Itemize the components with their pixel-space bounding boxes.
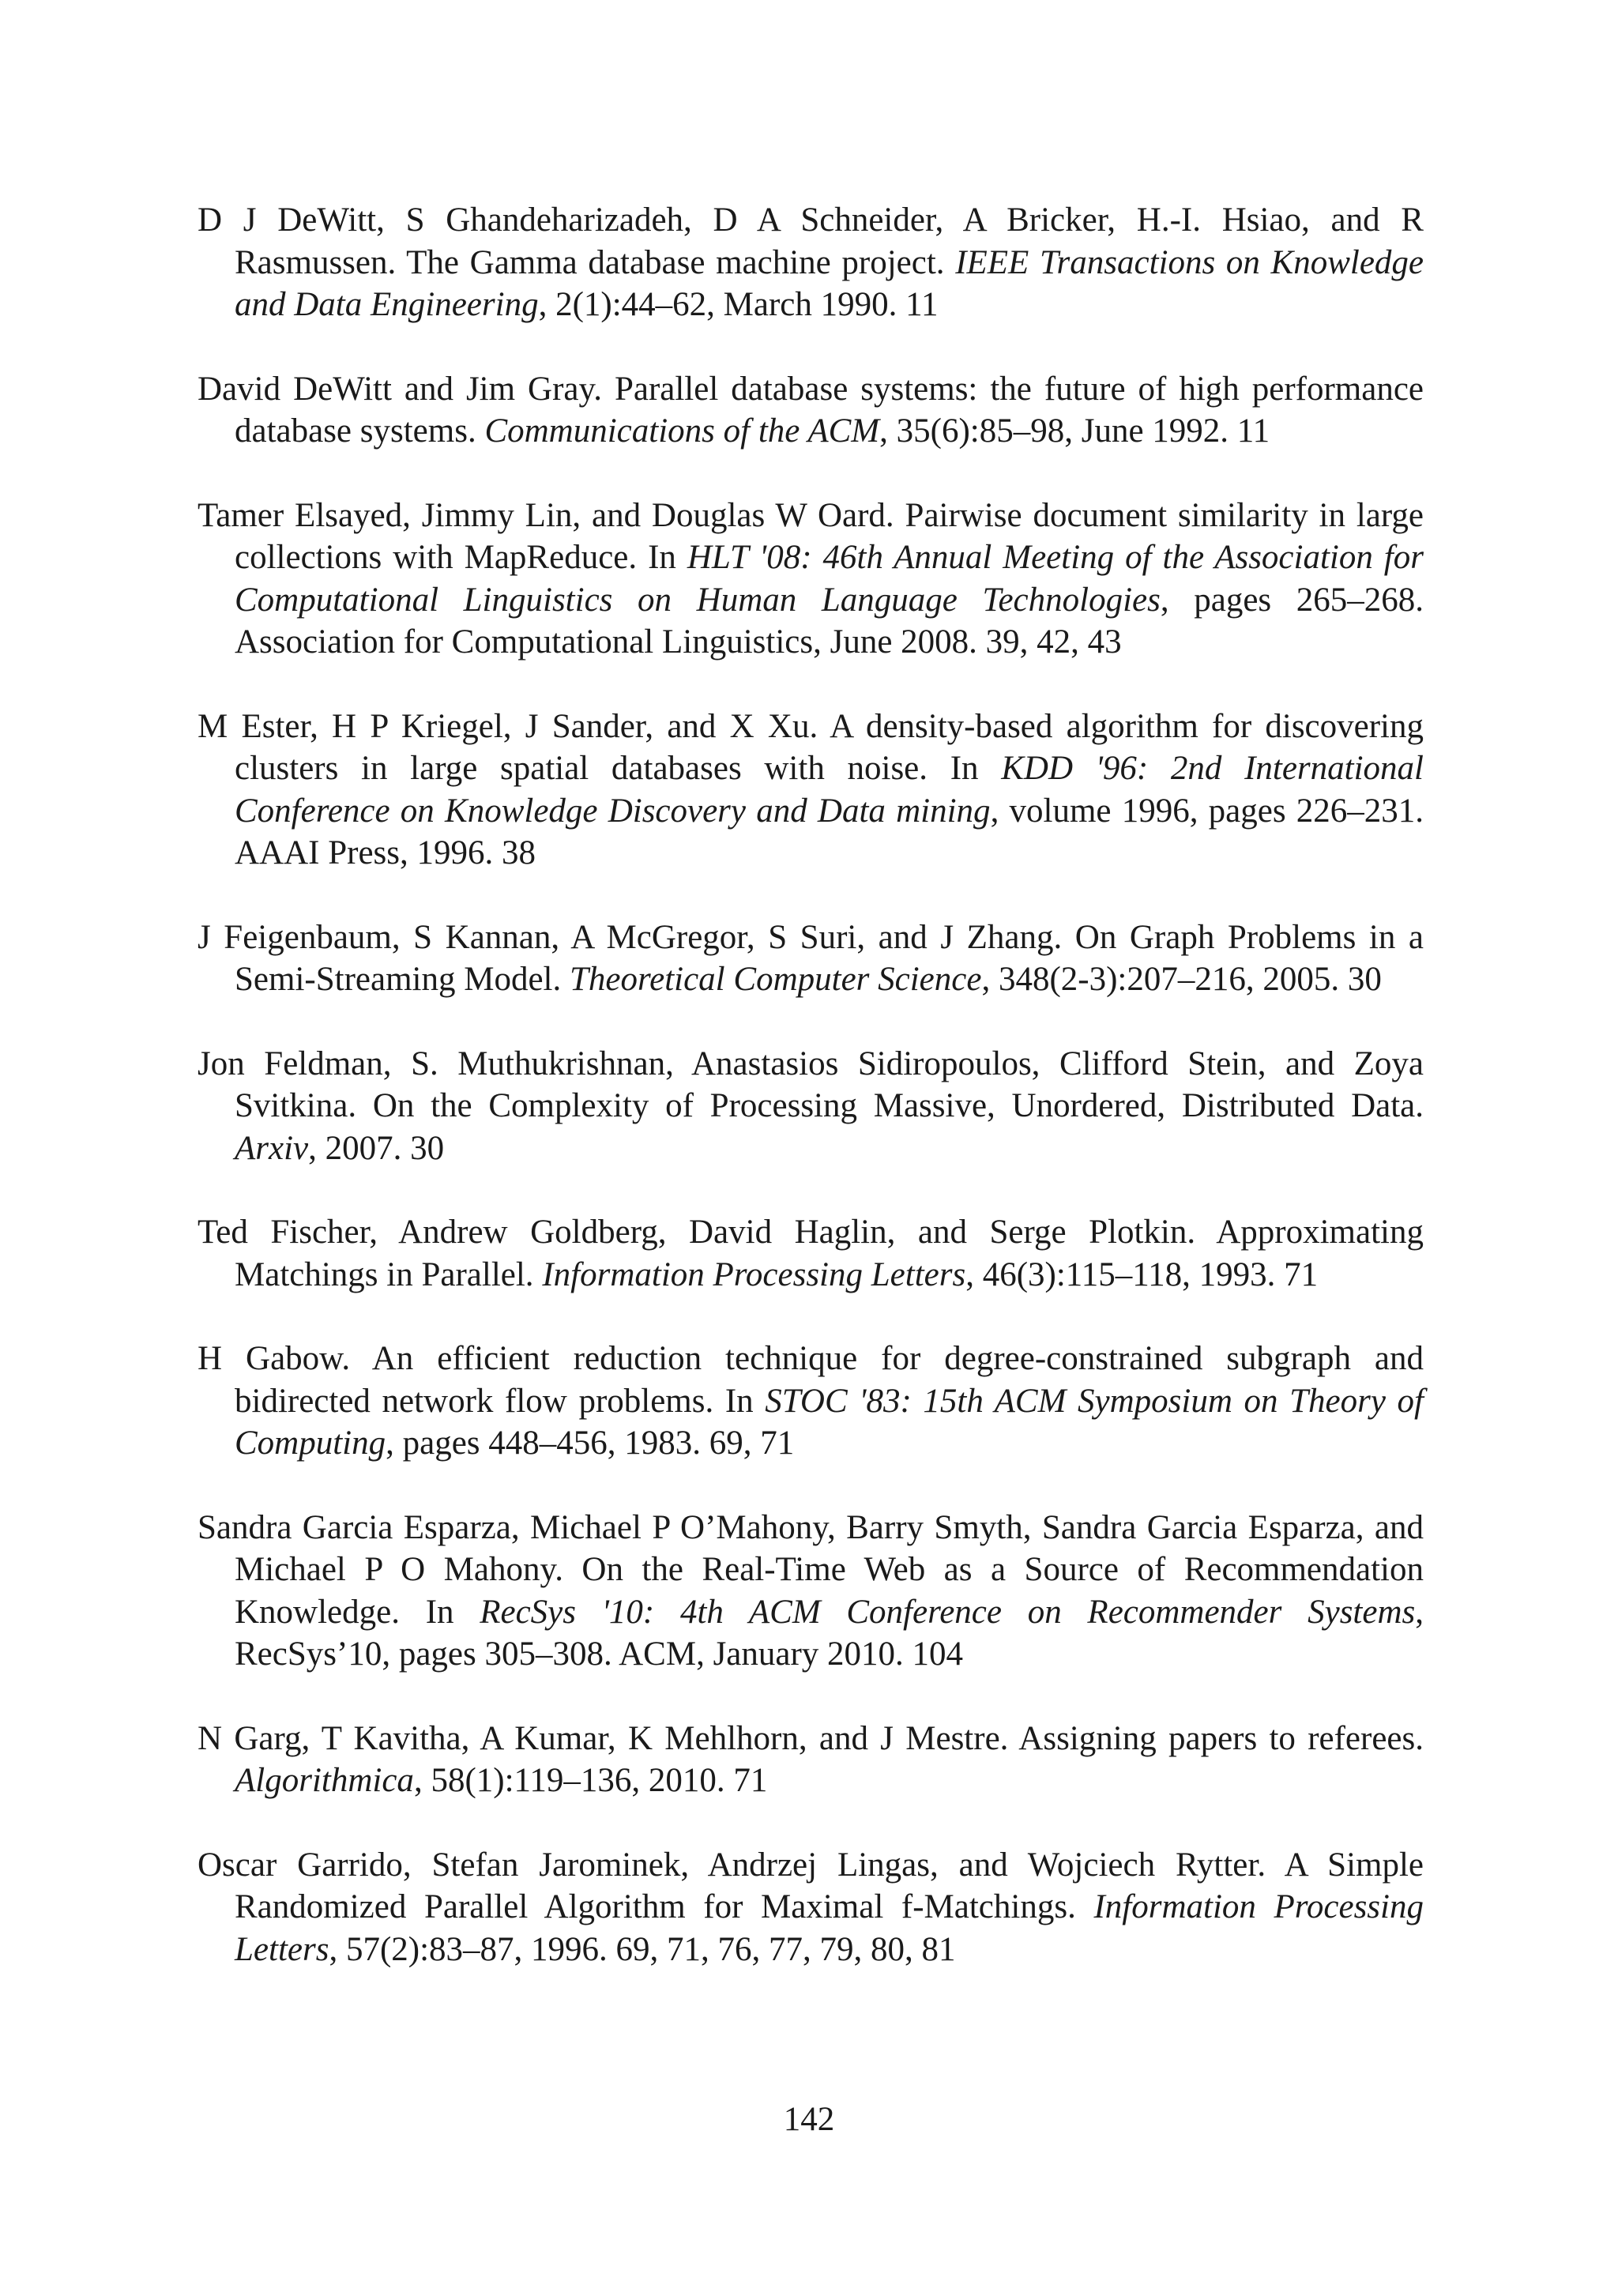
- reference-venue: Arxiv: [235, 1129, 309, 1167]
- reference-entry: [198, 1718, 1424, 1802]
- reference-details: , RecSys’10, pages 305–308. ACM, January 2010. 104: [235, 1593, 1424, 1673]
- reference-text: Sandra Garcia Esparza, Michael P O’Mahony, Barry Smyth, Sandra Garcia Esparza, and Michael P O Mahony. On the Real-Time Web as a Source of Recommendation Knowledge. In: [198, 1508, 1424, 1631]
- reference-entry: [198, 1211, 1424, 1296]
- reference-venue: HLT '08: 46th Annual Meeting of the Association for Computational Linguistics on Human Language Technologies: [235, 539, 1424, 619]
- reference-text: Tamer Elsayed, Jimmy Lin, and Douglas W Oard. Pairwise document similarity in large collections with MapReduce. In: [198, 496, 1424, 576]
- reference-details: , 2007. 30: [308, 1129, 445, 1167]
- reference-entry: [198, 1338, 1424, 1465]
- reference-details: , 348(2-3):207–216, 2005. 30: [981, 961, 1382, 998]
- reference-text: David DeWitt and Jim Gray. Parallel database systems: the future of high performance database systems.: [198, 370, 1424, 450]
- page-number: 142: [783, 2101, 835, 2138]
- reference-venue: STOC '83: 15th ACM Symposium on Theory of Computing: [235, 1382, 1424, 1462]
- reference-venue: RecSys '10: 4th ACM Conference on Recommender Systems: [480, 1593, 1416, 1631]
- reference-details: , pages 448–456, 1983. 69, 71: [386, 1425, 795, 1462]
- bibliography-list: [198, 199, 1424, 2012]
- reference-entry: [198, 1844, 1424, 1971]
- reference-entry: [198, 917, 1424, 1001]
- reference-details: , volume 1996, pages 226–231. AAAI Press, 1996. 38: [235, 792, 1424, 871]
- reference-details: , 57(2):83–87, 1996. 69, 71, 76, 77, 79, 80, 81: [329, 1930, 956, 1968]
- reference-venue: Communications of the ACM: [484, 412, 880, 450]
- reference-venue: Information Processing Letters: [542, 1255, 966, 1293]
- reference-text: D J DeWitt, S Ghandeharizadeh, D A Schneider, A Bricker, H.-I. Hsiao, and R Rasmussen. The Gamma database machine project.: [198, 201, 1424, 281]
- reference-venue: Theoretical Computer Science: [569, 961, 982, 998]
- reference-text: Ted Fischer, Andrew Goldberg, David Haglin, and Serge Plotkin. Approximating Matchings in Parallel.: [198, 1214, 1424, 1293]
- reference-details: , 2(1):44–62, March 1990. 11: [538, 286, 939, 323]
- reference-venue: IEEE Transactions on Knowledge and Data Engineering: [235, 243, 1424, 323]
- reference-entry: [198, 368, 1424, 453]
- reference-text: M Ester, H P Kriegel, J Sander, and X Xu. A density-based algorithm for discovering clusters in large spatial databases with noise. In: [198, 707, 1424, 787]
- reference-text: Jon Feldman, S. Muthukrishnan, Anastasios Sidiropoulos, Clifford Stein, and Zoya Svitkina. On the Complexity of Processing Massive, Unordered, Distributed Data.: [198, 1044, 1424, 1124]
- reference-details: , 46(3):115–118, 1993. 71: [965, 1255, 1319, 1293]
- reference-text: N Garg, T Kavitha, A Kumar, K Mehlhorn, and J Mestre. Assigning papers to referees.: [198, 1719, 1424, 1757]
- reference-text: J Feigenbaum, S Kannan, A McGregor, S Suri, and J Zhang. On Graph Problems in a Semi-Streaming Model.: [198, 918, 1424, 998]
- reference-venue: KDD '96: 2nd International Conference on Knowledge Discovery and Data mining: [235, 750, 1424, 830]
- reference-entry: [198, 1043, 1424, 1170]
- reference-details: , 35(6):85–98, June 1992. 11: [879, 412, 1270, 450]
- reference-text: Oscar Garrido, Stefan Jarominek, Andrzej Lingas, and Wojciech Rytter. A Simple Randomized Parallel Algorithm for Maximal f-Matchings.: [198, 1846, 1424, 1925]
- reference-details: , 58(1):119–136, 2010. 71: [413, 1762, 768, 1799]
- reference-entry: [198, 199, 1424, 326]
- reference-details: , pages 265–268. Association for Computational Linguistics, June 2008. 39, 42, 43: [235, 581, 1424, 661]
- reference-entry: [198, 706, 1424, 875]
- reference-venue: Algorithmica: [235, 1762, 414, 1799]
- reference-entry: [198, 495, 1424, 664]
- reference-text: H Gabow. An efficient reduction technique for degree-constrained subgraph and bidirected network flow problems. In: [198, 1340, 1424, 1420]
- reference-venue: Information Processing Letters: [235, 1888, 1424, 1968]
- reference-entry: [198, 1507, 1424, 1676]
